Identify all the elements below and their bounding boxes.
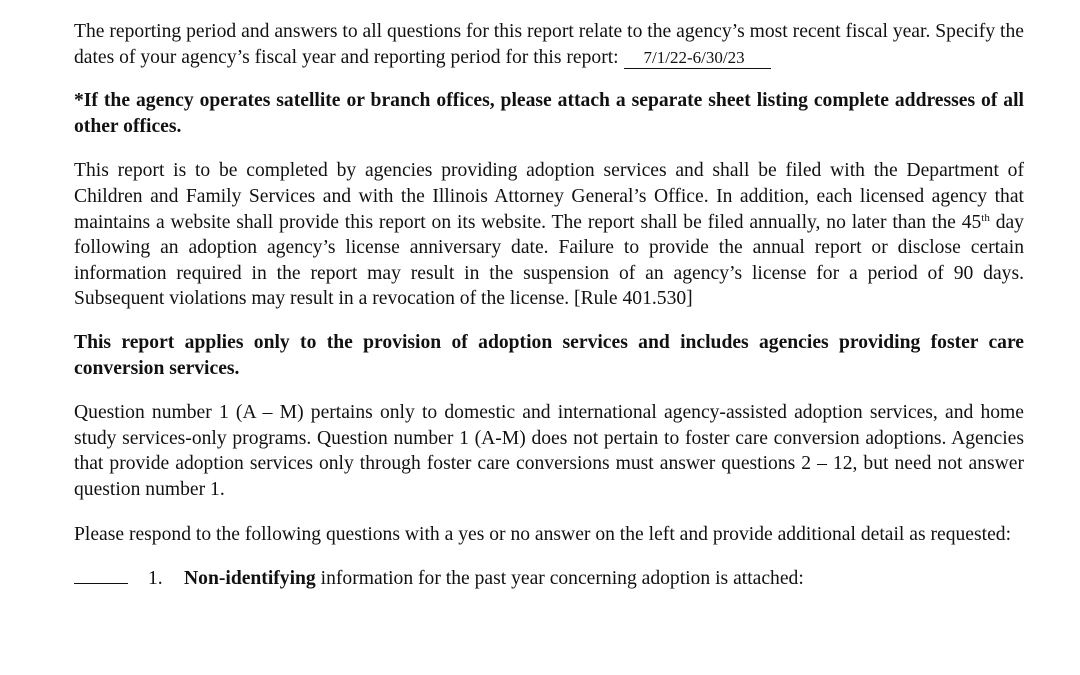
response-instructions: Please respond to the following questions with a yes or no answer on the left and provide additional detail as requested: bbox=[74, 523, 1012, 545]
applies-notice: This report applies only to the provision of adoption services and includes agencies providing foster care conversion services. bbox=[74, 331, 1024, 379]
question-bold-lead: Non-identifying bbox=[184, 568, 316, 590]
question-text bbox=[184, 566, 804, 592]
filing-text-part2: day following an adoption agency’s license anniversary date. Failure to provide the annual report or disclose certain information required in the report may result in the suspension of an agency’s license for a period of 90 days. Subsequent violations may result in a revocation of the license. [Rule 401.530] bbox=[74, 211, 1024, 310]
question-item bbox=[74, 565, 1024, 592]
question-number: 1. bbox=[148, 568, 163, 590]
filing-requirements-paragraph bbox=[74, 158, 1024, 312]
document-page bbox=[74, 19, 1024, 592]
filing-text-part1: This report is to be completed by agencies providing adoption services and shall be filed with the Department of Children and Family Services and with the Illinois Attorney General’s Office. In addition, each licensed agency that maintains a website shall provide this report on its website. The report shall be filed annually, no later than the 45 bbox=[74, 160, 1024, 233]
reporting-period-paragraph bbox=[74, 19, 1024, 70]
satellite-offices-notice: *If the agency operates satellite or branch offices, please attach a separate sheet listing complete addresses of all other offices. bbox=[74, 90, 1024, 137]
ordinal-superscript: th bbox=[981, 211, 990, 224]
reporting-period-text: The reporting period and answers to all questions for this report relate to the agency’s most recent fiscal year. Specify the dates of your agency’s fiscal year and reporting period for this report: bbox=[74, 21, 1024, 68]
question1-scope-paragraph: Question number 1 (A – M) pertains only to domestic and international agency-assisted adoption services, and home study services-only programs. Question number 1 (A-M) does not pertain to foster care conversion adoptions. Agencies that provide adoption services only through foster care conversions must answer questions 2 – 12, but need not answer question number 1. bbox=[74, 402, 1024, 500]
question-body: information for the past year concerning adoption is attached: bbox=[315, 568, 804, 590]
answer-blank-field[interactable] bbox=[74, 565, 128, 584]
reporting-period-field[interactable]: 7/1/22-6/30/23 bbox=[624, 48, 771, 69]
